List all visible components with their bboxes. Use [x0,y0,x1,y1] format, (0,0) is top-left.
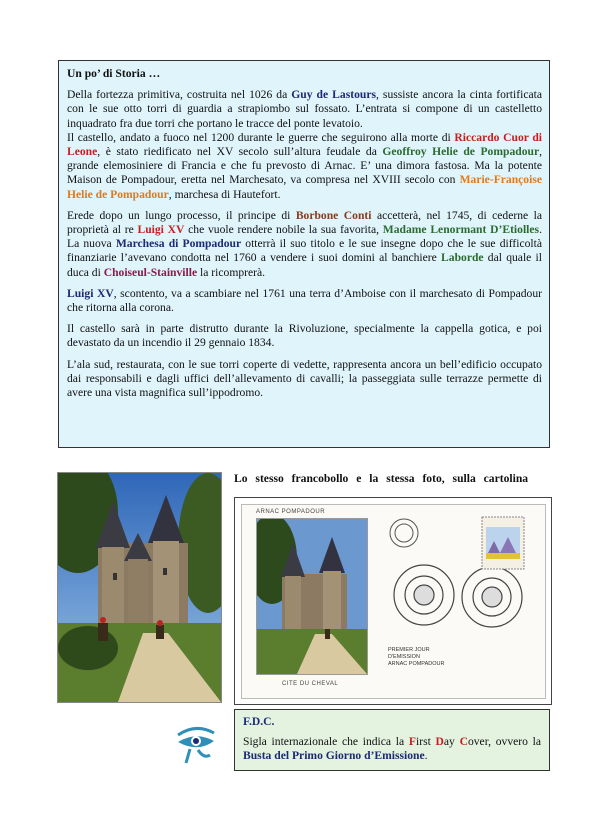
fdc-mid: ovvero la [491,735,542,748]
history-text: accetterà, nel 1745, di cederne la proprietà al re [67,208,543,237]
postmark-large [394,565,522,627]
castle-photo-image [58,473,221,702]
history-name-highlight: Choiseul-Stainville [103,265,198,279]
postcard [234,497,552,705]
postmark-and-stamp [382,515,542,645]
fdc-cover: over, [467,735,491,748]
history-paragraph [67,131,542,202]
postcard-photo-image [257,519,367,674]
fdc-pre: Sigla internazionale che indica la [243,735,409,748]
history-text: L’ala sud, restaurata, con le sue torri coperte di vedette, rappresenta ancora un bell’edificio occupato dai responsabili e dagli uffici dell’allevamento di cavalli; la passeggiata sulle terrazze permette di avere una vista magnifica sull’ippodromo. [67,357,542,400]
history-name-highlight: Luigi XV [137,223,185,237]
fdc-initial-c: C [459,735,468,748]
history-name-highlight: Marie-Françoise Helie de Pompadour [67,173,542,201]
history-name-highlight: Luigi XV [67,286,114,300]
history-text: , sussiste ancora la cinta fortificata con le sue otto torri di guardia a strapiombo sul fossato. L’entrata si compone di un castelletto inquadrato fra due torri che portano le tracce del ponte levatoio. [67,88,542,130]
postcard-title: ARNAC POMPADOUR [256,509,326,515]
history-name-highlight: Riccardo Cuor di Leone [67,130,542,159]
castle-photo [57,472,222,703]
fdc-first: irst [415,735,436,748]
history-box [58,60,550,448]
postcard-footer: CITE DU CHEVAL [282,681,339,687]
history-paragraph [67,88,542,131]
postcard-caption: Lo stesso francobollo e la stessa foto, sulla cartolina [234,472,529,485]
fdc-description [243,735,541,763]
history-name-highlight: Madame Lenormant D’Etiolles [382,223,540,237]
fdc-initial-d: D [435,735,444,748]
postcard-face [241,504,546,699]
history-text: otterrà il suo titolo e le sue insegne dopo che le sue difficoltà finanziarie l’avevano condotta nel 1760 a vendere i suoi domini al banchiere [67,237,542,265]
postage-stamp [482,517,524,569]
history-text: . La nuova [67,223,542,251]
fdc-end: . [424,749,428,762]
history-name-highlight: Geoffroy Helie de Pompadour [382,145,540,159]
history-paragraph [67,358,542,401]
history-text: , scontento, va a scambiare nel 1761 una terra d’Amboise con il marchesato di Pompadour che ritorna alla corona. [67,286,542,315]
history-text: che vuole rendere nobile la sua favorita, [184,223,383,237]
history-paragraph [67,287,542,315]
history-name-highlight: Marchesa di Pompadour [115,237,242,251]
fdc-initial-f: F [408,735,416,748]
history-paragraph [67,209,542,280]
history-body [67,88,542,400]
history-text: Il castello, andato a fuoco nel 1200 durante le guerre che seguirono alla morte di [67,130,455,144]
history-text: , è stato riedificato nel XV secolo sull’altura feudale da [97,145,383,159]
history-paragraph [67,322,542,350]
postcard-photo [256,518,368,675]
history-text: Erede dopo un lungo processo, il principe di [67,208,296,222]
fdc-line-3: ARNAC POMPADOUR [388,661,445,667]
history-text: Della fortezza primitiva, costruita nel 1026 da [67,88,292,102]
fdc-line-1: PREMIER JOUR [388,647,430,653]
fdc-title: F.D.C. [243,715,275,728]
history-text: , grande elemosiniere di Francia e che fu prevosto di Arnac. E’ una dimora fastosa. Ma la potente Maison de Pompadour, eretta nel Marchesato, va compresa nel XVIII secolo con [67,145,542,187]
history-name-highlight: Borbone Conti [295,208,372,222]
fdc-box [234,709,550,771]
history-text: dal quale il duca di [67,251,542,279]
history-text: Il castello sarà in parte distrutto durante la Rivoluzione, specialmente la cappella gotica, e poi devastato da un incendio il 29 gennaio 1834. [67,322,542,350]
postcard-fdc-text [388,647,444,668]
eye-of-horus-icon [174,725,218,765]
postmark-small [390,519,418,547]
history-text: la ricomprerà. [197,265,266,279]
history-name-highlight: Guy de Lastours [291,88,376,102]
history-text: , marchesa di Hautefort. [168,187,281,201]
history-name-highlight: Laborde [441,251,484,265]
fdc-line-2: D'EMISSION [388,654,420,660]
fdc-day: ay [443,735,460,748]
history-title: Un po’ di Storia … [67,67,161,80]
fdc-emphasis: Busta del Primo Giorno d’Emissione [243,749,425,762]
